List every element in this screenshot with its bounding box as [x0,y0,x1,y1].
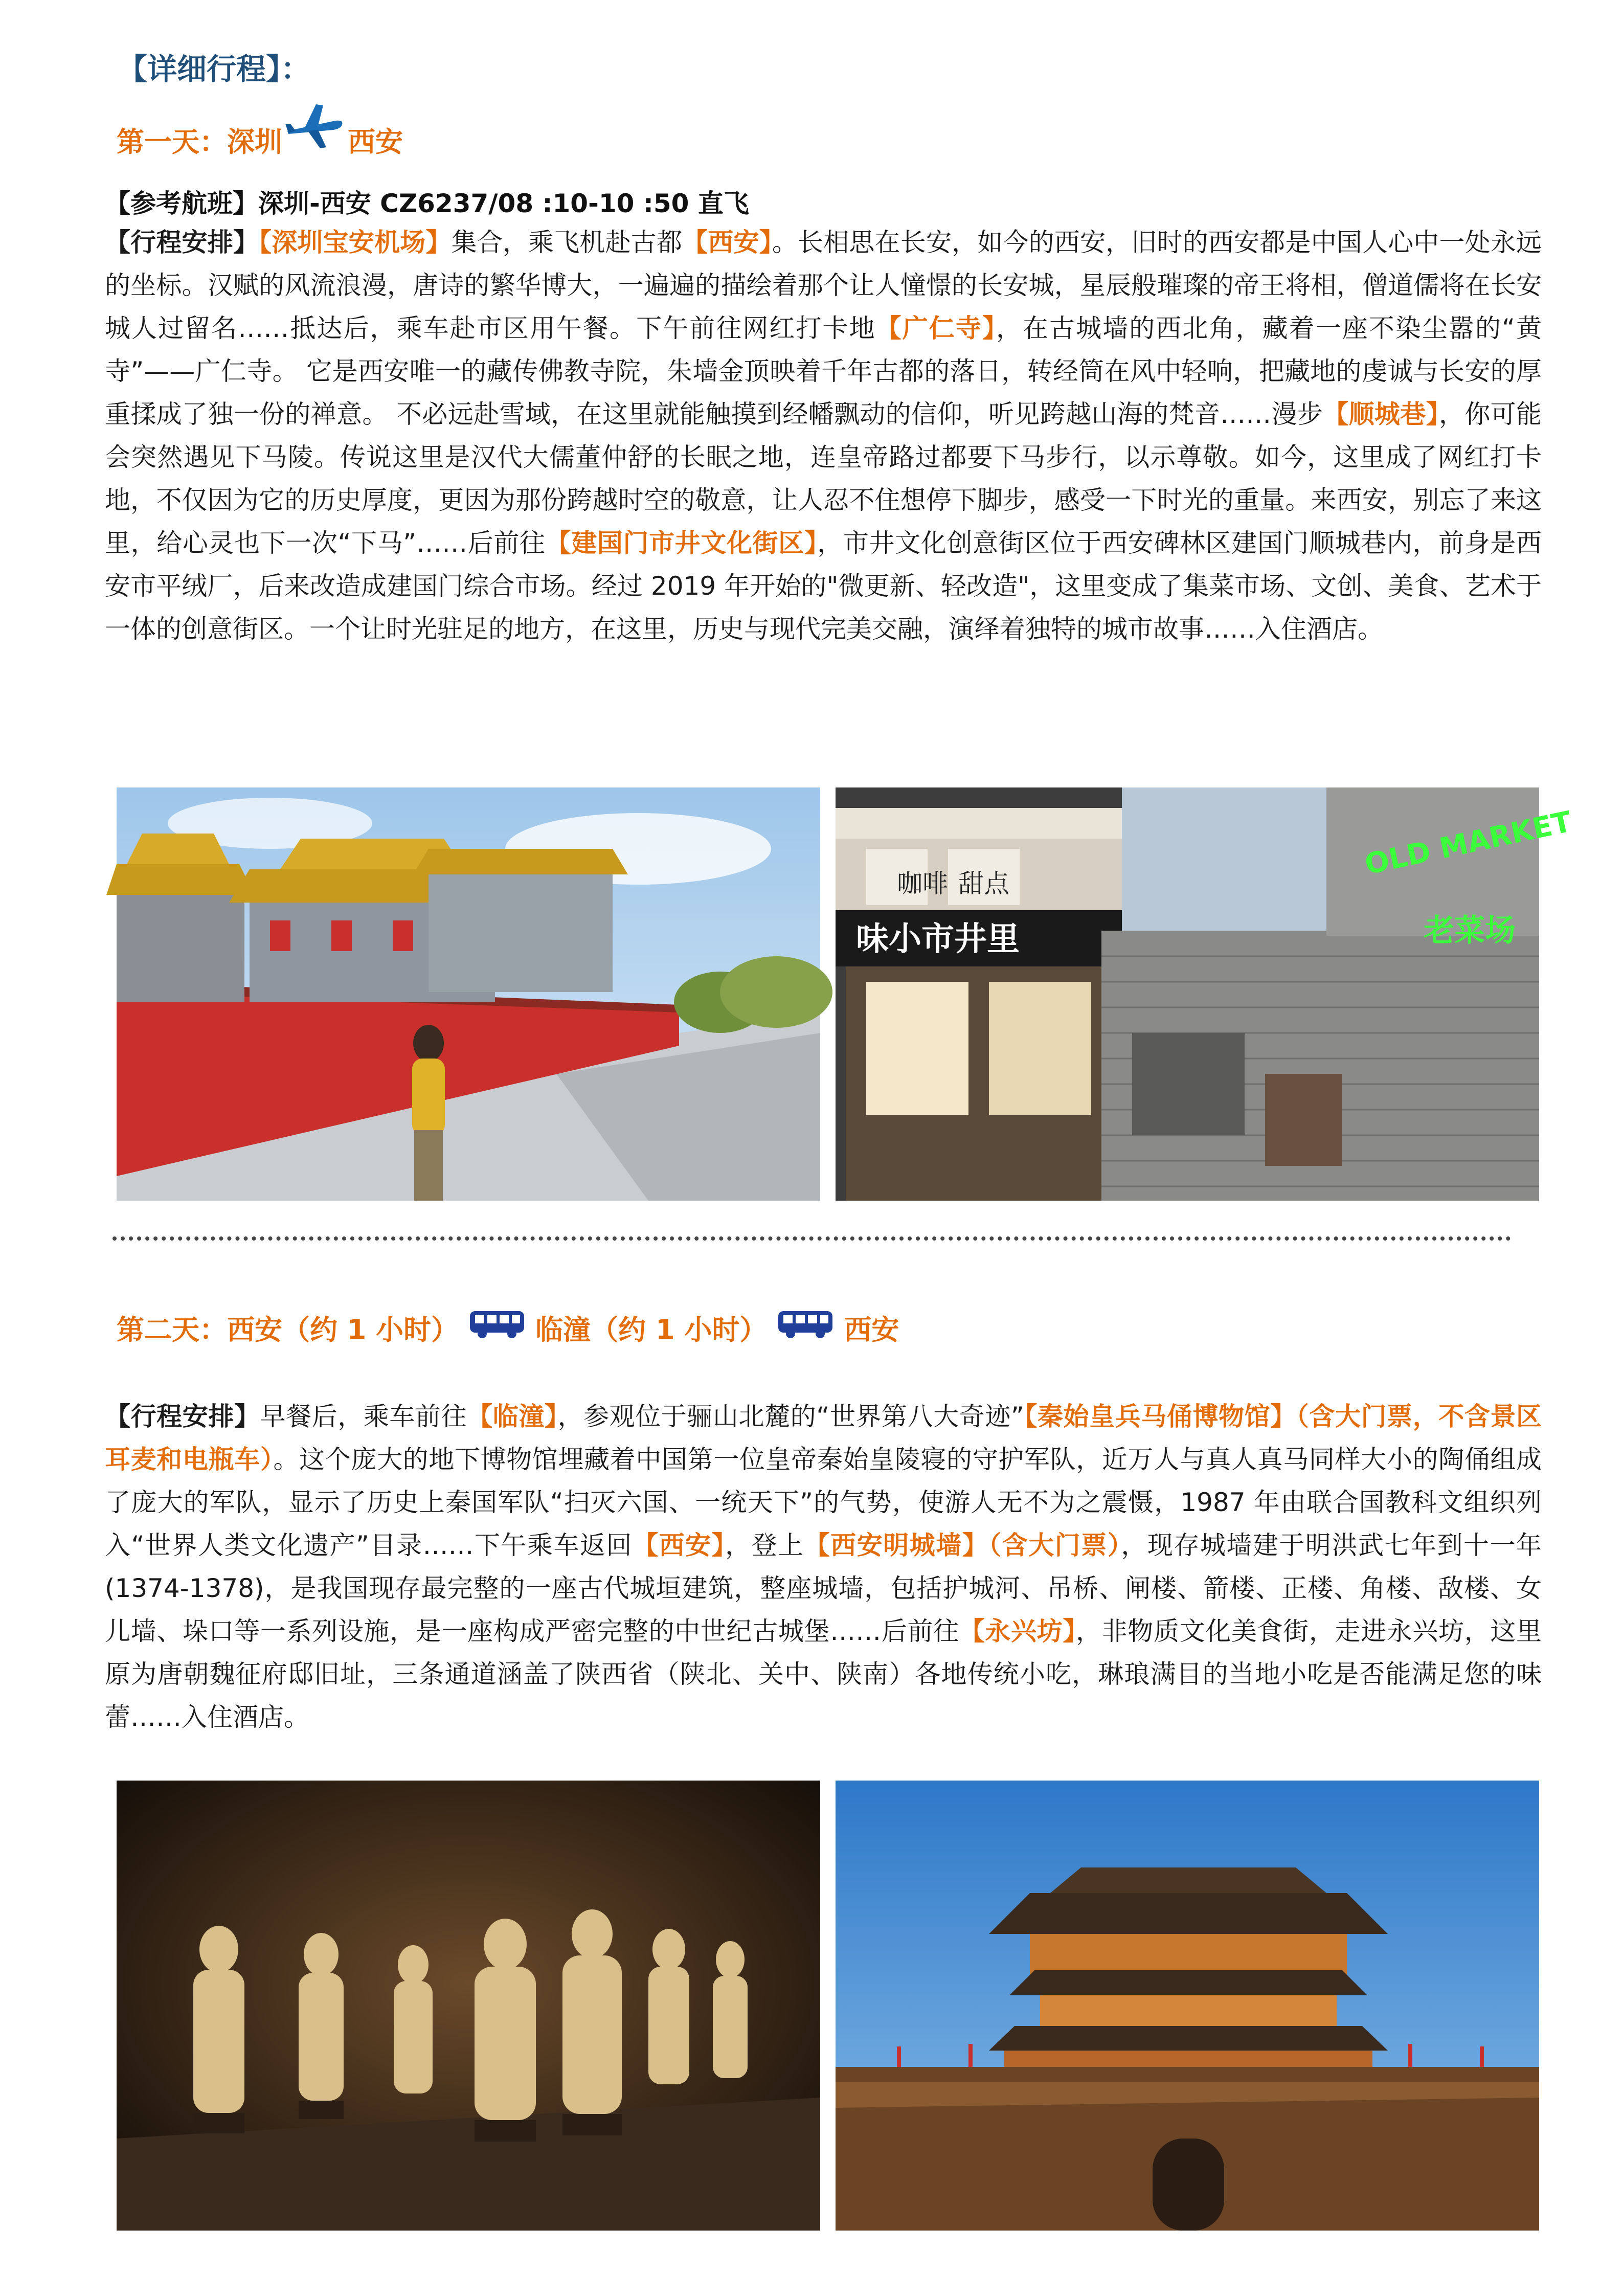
flight-info [105,183,749,220]
day2-segment: ，登上 [725,1530,804,1560]
day2-segment: 【临潼】 [467,1402,558,1431]
day1-segment: 【行程安排】 [105,228,259,257]
bus-icon [469,1309,525,1346]
day1-segment: 【建国门市井文化街区】 [545,528,818,558]
day2-segment: ，参观位于骊山北麓的“世界第八大奇迹” [557,1402,1024,1431]
day2-segment: ，现存城墙建于明洪武七年到十一年(1374-1378)，是我国现存最完整的一座古代城垣建筑，整座城墙，包括护城河、吊桥、闸楼、箭楼、正楼、角楼、敌楼、女儿墙、垛口等一系列设施，是一座构成严密完整的中世纪古城堡……后前往 [105,1530,1542,1646]
day1-segment: 集合，乘飞机赴古都 [451,228,683,257]
day2-segment: 【西安】 [633,1530,726,1560]
section-title: 【详细行程】： [118,52,311,86]
day1-segment: ，市井文化创意街区位于西安碑林区建国门顺城巷内，前身是西安市平绒厂，后来改造成建国门综合市场。经过 2019 年开始的"微更新、轻改造"，这里变成了集菜市场、文创、美食、艺术于一体的创意街区。一个让时光驻足的地方，在这里，历史与现代完美交融，演绎着独特的城市故事……入住酒店。 [105,528,1542,644]
dotted-divider [112,1236,1511,1241]
bus-icon [777,1309,833,1346]
temple-photo [117,787,820,1201]
sign-coffee: 咖啡 [897,869,948,898]
day2-segment: 。这个庞大的地下博物馆埋藏着中国第一位皇帝秦始皇陵寝的守护军队，近万人与真人真马同样大小的陶俑组成了庞大的军队，显示了历史上秦国军队“扫灭六国、一统天下”的气势，使游人无不为之震慑，1987 年由联合国教科文组织列入“世界人类文化遗产”目录……下午乘车返回 [105,1445,1542,1560]
city-wall-gate-photo [836,1781,1539,2231]
sign-neon-en: OLD MARKET [1362,805,1575,882]
flight-label: 【参考航班】 [105,189,258,218]
day2-segment: 【西安明城墙】（含大门票） [804,1530,1121,1560]
terracotta-warriors-photo [117,1781,820,2231]
sign-shop: 味小市井里 [856,920,1020,958]
day2-segment: 早餐后，乘车前往 [260,1402,467,1431]
day2-title-b: 临潼（约 1 小时） [535,1314,768,1346]
day2-title-c: 西安 [844,1314,899,1346]
day1-segment: 【西安】 [682,228,772,257]
day2-segment: 【秦始皇兵马俑博物馆】（含大门票，不含景区耳麦和电瓶车） [105,1402,1542,1474]
market-photo [836,787,1575,1201]
day2-segment: 【永兴坊】 [959,1616,1076,1646]
day1-segment: 【广仁寺】 [875,313,996,343]
day1-title-to: 西安 [348,125,403,158]
day1-segment: 【深圳宝安机场】 [259,228,452,257]
day1-itinerary-text [105,221,1542,650]
sign-neon-cn: 老菜场 [1424,913,1516,949]
day2-title-a: 第二天：西安（约 1 小时） [117,1314,459,1346]
day1-title-from: 第一天：深圳 [117,125,282,158]
day2-title [117,1308,899,1347]
day1-title [117,111,403,168]
day1-segment: ，你可能会突然遇见下马陵。传说这里是汉代大儒董仲舒的长眠之地，连皇帝路过都要下马步行，以示尊敬。如今，这里成了网红打卡地，不仅因为它的历史厚度，更因为那份跨越时空的敬意，让人忍不住想停下脚步，感受一下时光的重量。来西安，别忘了来这里，给心灵也下一次“下马”……后前往 [105,399,1542,558]
day2-itinerary-text [105,1395,1542,1739]
day2-segment: 【行程安排】 [105,1402,260,1431]
day2-segment: ，非物质文化美食街，走进永兴坊，这里原为唐朝魏征府邸旧址，三条通道涵盖了陕西省（陕北、关中、陕南）各地传统小吃，琳琅满目的当地小吃是否能满足您的味蕾……入住酒店。 [105,1616,1542,1732]
day1-segment: 【顺城巷】 [1323,399,1439,429]
airplane-icon [284,97,346,153]
day1-segment: 。长相思在长安，如今的西安，旧时的西安都是中国人心中一处永远的坐标。汉赋的风流浪漫，唐诗的繁华博大，一遍遍的描绘着那个让人憧憬的长安城，星辰般璀璨的帝王将相，僧道儒将在长安城人过留名……抵达后，乘车赴市区用午餐。下午前往网红打卡地 [105,228,1542,343]
flight-text: 深圳-西安 CZ6237/08 :10-10 :50 直飞 [258,189,749,218]
day1-segment: ，在古城墙的西北角，藏着一座不染尘嚣的“黄寺”——广仁寺。 它是西安唯一的藏传佛教寺院，朱墙金顶映着千年古都的落日，转经筒在风中轻响，把藏地的虔诚与长安的厚重揉成了独一份的禅意。 不必远赴雪域，在这里就能触摸到经幡飘动的信仰，听见跨越山海的梵音……漫步 [105,313,1542,429]
sign-dessert: 甜点 [958,869,1009,898]
